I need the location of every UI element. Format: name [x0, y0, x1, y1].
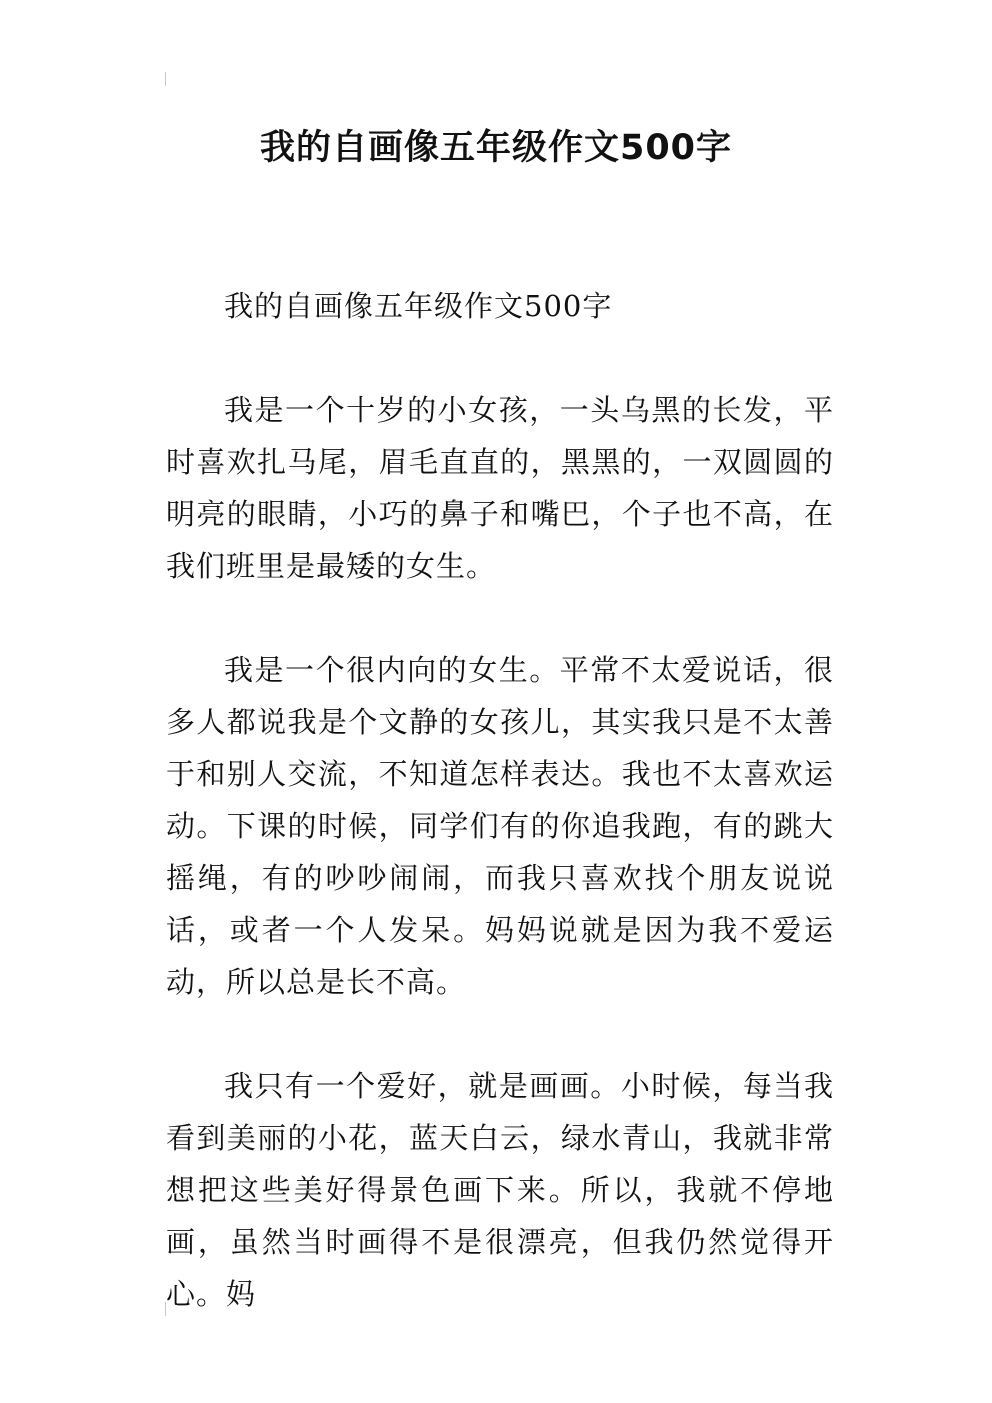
- paragraph-2: 我是一个很内向的女生。平常不太爱说话，很多人都说我是个文静的女孩儿，其实我只是不太善于和别人交流，不知道怎样表达。我也不太喜欢运动。下课的时候，同学们有的你追我跑，有的跳大摇绳，有的吵吵闹闹，而我只喜欢找个朋友说说话，或者一个人发呆。妈妈说就是因为我不爱运动，所以总是长不高。: [166, 653, 834, 999]
- document-title: 我的自画像五年级作文500字: [259, 128, 733, 168]
- document-body: [166, 280, 834, 1372]
- paragraph-1: 我是一个十岁的小女孩，一头乌黑的长发，平时喜欢扎马尾，眉毛直直的，黑黑的，一双圆圆的明亮的眼睛，小巧的鼻子和嘴巴，个子也不高，在我们班里是最矮的女生。: [166, 393, 834, 583]
- document-subtitle: 我的自画像五年级作文500字: [224, 289, 613, 323]
- paragraph-3: 我只有一个爱好，就是画画。小时候，每当我看到美丽的小花，蓝天白云，绿水青山，我就非常想把这些美好得景色画下来。所以，我就不停地画，虽然当时画得不是很漂亮，但我仍然觉得开心。妈: [166, 1069, 834, 1311]
- page-corner-mark-top: [165, 72, 166, 86]
- page-corner-mark-bottom: [165, 1302, 166, 1316]
